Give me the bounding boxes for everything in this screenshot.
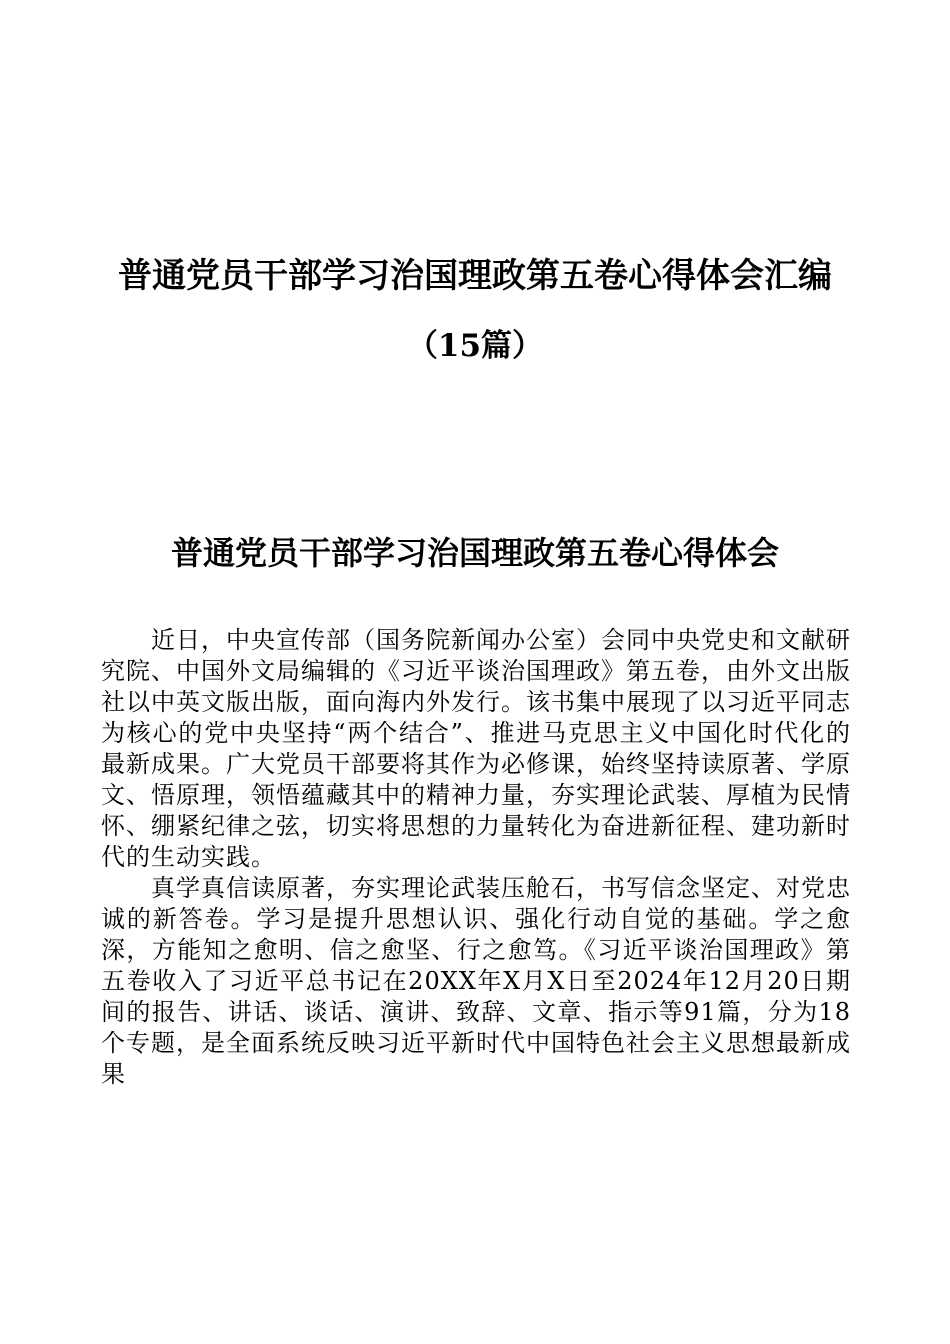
compilation-title: 普通党员干部学习治国理政第五卷心得体会汇编 [118,256,832,296]
compilation-count: （15篇） [406,328,544,364]
article-body [101,625,851,1090]
article-title: 普通党员干部学习治国理政第五卷心得体会 [170,534,779,572]
article-paragraph-2: 真学真信读原著，夯实理论武装压舱石，书写信念坚定、对党忠诚的新答卷。学习是提升思想认识、强化行动自觉的基础。学之愈深，方能知之愈明、信之愈坚、行之愈笃。《习近平谈治国理政》第五卷收入了习近平总书记在20XX年X月X日至2024年12月20日期间的报告、讲话、谈话、演讲、致辞、文章、指示等91篇，分为18个专题，是全面系统反映习近平新时代中国特色社会主义思想最新成果 [101,874,851,1088]
article-paragraph-1: 近日，中央宣传部（国务院新闻办公室）会同中央党史和文献研究院、中国外文局编辑的《习近平谈治国理政》第五卷，由外文出版社以中英文版出版，面向海内外发行。该书集中展现了以习近平同志为核心的党中央坚持“两个结合”、推进马克思主义中国化时代化的最新成果。广大党员干部要将其作为必修课，始终坚持读原著、学原文、悟原理，领悟蕴藏其中的精神力量，夯实理论武装、厚植为民情怀、绷紧纪律之弦，切实将思想的力量转化为奋进新征程、建功新时代的生动实践。 [101,626,851,871]
